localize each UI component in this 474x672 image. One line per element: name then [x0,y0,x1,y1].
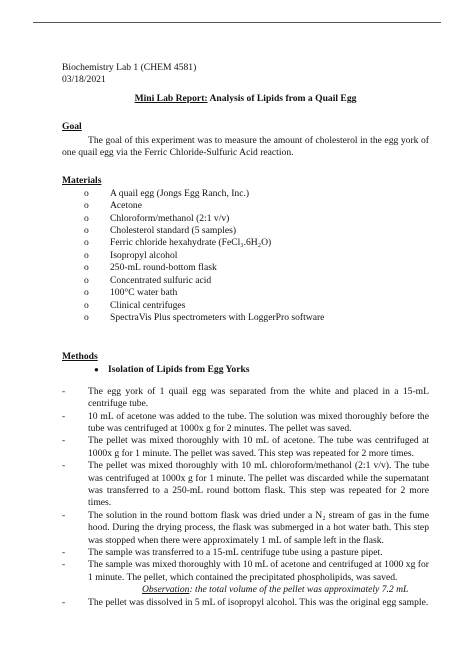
list-item [84,250,429,262]
step-text: The pellet was mixed thoroughly with 10 mL of acetone. The tube was centrifuged at 1000x g for 1 minute. The pellet was saved. This step was repeated for 2 more times. [88,435,429,459]
step-text: The solution in the round bottom flask was dried under a N₂ stream of gas in the fume hood. During the drying process, the flask was submerged in a hot water bath. This step was stopped when there were approximately 1 mL of sample left in the flask. [88,509,429,546]
list-item [62,559,429,584]
list-marker: o [84,311,89,323]
goal-heading: Goal [62,121,82,133]
step-text: 10 mL of acetone was added to the tube. The solution was mixed thoroughly before the tube was centrifuged at 1000x g for 2 minutes. The pellet was saved. [88,410,429,434]
list-marker: o [84,274,89,286]
material-text: Chloroform/methanol (2:1 v/v) [110,212,230,224]
materials-heading: Materials [62,175,102,187]
step-text: The pellet was mixed thoroughly with 10 mL chloroform/methanol (2:1 v/v). The tube was centrifuged at 1000x g for 1 minute. The pellet was discarded while the supernatant was transferred to a 250-mL round bottom flask. This step was repeated for 2 more times. [88,460,429,509]
list-marker: o [84,200,89,212]
document-body [62,62,429,609]
list-marker: o [84,212,89,224]
list-item [62,547,429,559]
list-item [62,435,429,460]
list-item [62,411,429,436]
list-dash: - [62,460,66,472]
list-item [62,386,429,411]
date-line: 03/18/2021 [62,74,106,86]
observation-label: Observation [142,584,190,596]
observation-text: : the total volume of the pellet was approximately 7.2 mL [189,584,409,596]
material-text: 250-mL round-bottom flask [110,262,217,274]
observation-note [62,584,429,596]
list-item [84,300,429,312]
materials-list [62,188,429,324]
methods-steps [62,386,429,585]
list-marker: o [84,225,89,237]
bullet-icon: ● [94,364,99,374]
methods-heading: Methods [62,351,98,363]
material-text: SpectraVis Plus spectrometers with LoggerPro software [110,311,325,323]
material-text: A quail egg (Jongs Egg Ranch, Inc.) [110,187,250,199]
list-marker: o [84,249,89,261]
methods-subheading [62,364,429,376]
material-text: Acetone [110,200,142,212]
course-line: Biochemistry Lab 1 (CHEM 4581) [62,62,197,73]
list-item [84,275,429,287]
step-text: The pellet was dissolved in 5 mL of isopropyl alcohol. This was the original egg sample. [88,596,429,608]
material-text: 100°C water bath [110,287,178,299]
report-title-label: Mini Lab Report: [134,92,208,104]
list-item [84,287,429,299]
list-item [84,225,429,237]
list-dash: - [62,410,66,422]
list-dash: - [62,385,66,397]
list-marker: o [84,262,89,274]
list-item [62,460,429,510]
list-dash: - [62,435,66,447]
report-title [62,93,429,105]
list-dash: - [62,596,66,608]
list-item [84,188,429,200]
list-marker: o [84,237,89,249]
report-title-text: Analysis of Lipids from a Quail Egg [207,92,357,104]
step-text: The egg york of 1 quail egg was separated from the white and placed in a 15-mL centrifuge tube. [88,385,429,410]
step-text: The sample was transferred to a 15-mL centrifuge tube using a pasture pipet. [88,547,383,558]
list-dash: - [62,559,66,571]
list-item [62,597,429,609]
list-item [84,262,429,274]
list-item [84,312,429,324]
list-item [84,200,429,212]
goal-text: The goal of this experiment was to measure the amount of cholesterol in the egg york of one quail egg via the Ferric Chloride-Sulfuric Acid reaction. [62,134,429,159]
material-text: Cholesterol standard (5 samples) [110,225,237,237]
list-item [84,237,429,249]
list-marker: o [84,187,89,199]
top-rule [33,22,441,23]
methods-steps-final [62,597,429,609]
step-text: The sample was mixed thoroughly with 10 mL of acetone and centrifuged at 1000 xg for 1 minute. The pellet, which contained the precipitated phospholipids, was saved. [88,559,429,583]
list-dash: - [62,547,66,558]
list-dash: - [62,509,66,521]
list-item [84,213,429,225]
material-text: Ferric chloride hexahydrate (FeCl₃.6H₂O) [110,237,272,249]
list-marker: o [84,287,89,299]
material-text: Isopropyl alcohol [110,249,178,261]
material-text: Concentrated sulfuric acid [110,274,212,286]
material-text: Clinical centrifuges [110,299,186,311]
list-item [62,510,429,547]
methods-subheading-text: Isolation of Lipids from Egg Yorks [108,363,250,375]
list-marker: o [84,299,89,311]
